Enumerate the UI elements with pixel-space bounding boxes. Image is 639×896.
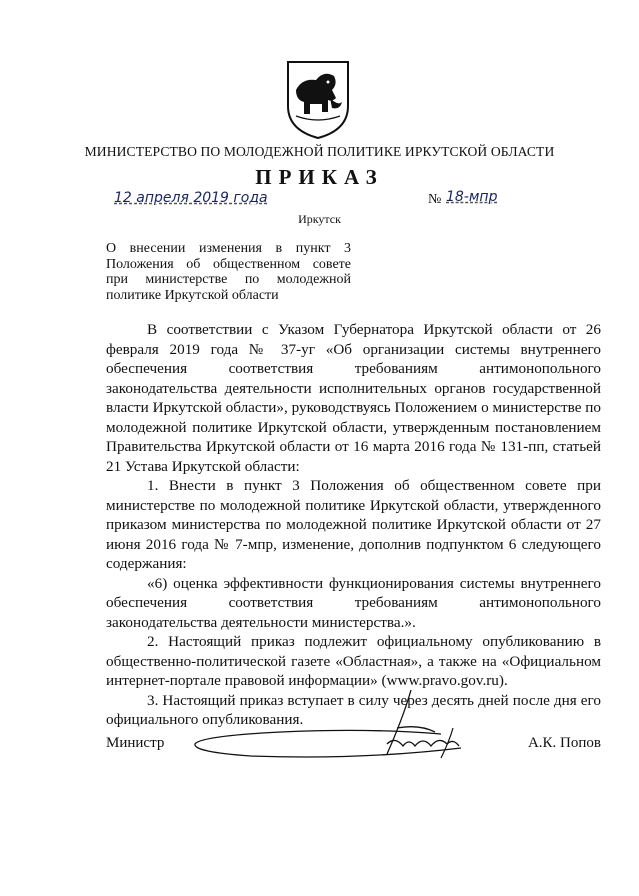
document-title: ПРИКАЗ	[255, 165, 384, 189]
subject-block	[106, 241, 351, 303]
signature-row	[106, 730, 601, 790]
document-body	[106, 320, 601, 730]
subject-line: О внесении изменения в пункт 3	[106, 241, 351, 256]
signatory-title: Министр	[106, 735, 165, 751]
subject-line: Положения об общественном совете	[106, 256, 351, 272]
number-label: №	[428, 192, 442, 207]
document-date: 12 апреля 2019 года	[114, 190, 268, 206]
signature-icon	[191, 688, 481, 788]
coat-of-arms-icon	[282, 58, 354, 140]
city-name: Иркутск	[298, 212, 341, 226]
document-number: 18-мпр	[446, 189, 498, 205]
body-paragraph: 1. Внести в пункт 3 Положения об общественном совете при министерстве по молодежной политике Иркутской области, утвержденного приказом министерства по молодежной политике Иркутской области от 27 июня 2016 года № 7-мпр, изменение, дополнив подпунктом 6 следующего содержания:	[106, 477, 601, 572]
body-paragraph: 3. Настоящий приказ вступает в силу через десять дней после дня его официального опубликования.	[106, 691, 601, 728]
subject-line: при министерстве по молодежной	[106, 272, 351, 287]
ministry-name: МИНИСТЕРСТВО ПО МОЛОДЕЖНОЙ ПОЛИТИКЕ ИРКУТСКОЙ ОБЛАСТИ	[84, 144, 555, 159]
signatory-name: А.К. Попов	[527, 735, 601, 751]
body-paragraph: «6) оценка эффективности функционирования системы внутреннего обеспечения соответствия требованиям антимонопольного законодательства деятельности министерства.».	[106, 574, 601, 631]
body-paragraph: В соответствии с Указом Губернатора Иркутской области от 26 февраля 2019 года № 37-уг «Об организации системы внутреннего обеспечения соответствия требованиям антимонопольного законодательства деятельности исполнительных органов государственной власти Иркутской области», руководствуясь Положением о министерстве по молодежной политике Иркутской области, утвержденным постановлением Правительства Иркутской области от 16 марта 2016 года № 131-пп, статьей 21 Устава Иркутской области:	[106, 321, 601, 475]
body-paragraph: 2. Настоящий приказ подлежит официальному опубликованию в общественно-политической газете «Областная», а также на «Официальном интернет-портале правовой информации» (www.pravo.gov.ru).	[106, 633, 601, 689]
subject-line: политике Иркутской области	[106, 287, 279, 303]
